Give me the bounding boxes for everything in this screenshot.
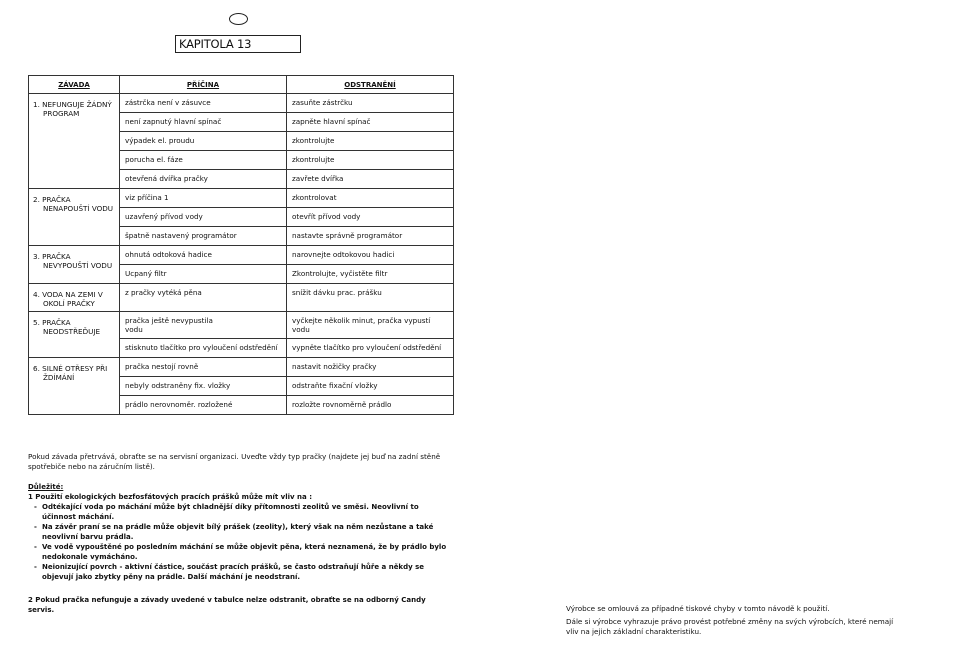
important-section [28, 482, 453, 615]
header-fault: ZÁVADA [29, 76, 120, 94]
footer-line-2: Dále si výrobce vyhrazuje právo provést potřebné změny na svých výrobcích, které nemají vliv na jejich základní charakteristiku. [566, 617, 894, 636]
fault-text-line: NEVYPOUŠTÍ VODU [43, 261, 113, 270]
important-heading: Důležité: [28, 483, 64, 491]
remedy-cell: zapněte hlavní spínač [287, 113, 454, 132]
table-row [29, 94, 454, 113]
cause-cell: porucha el. fáze [120, 151, 287, 170]
table-row [29, 189, 454, 208]
fault-cell [29, 284, 120, 312]
remedy-cell: vyčkejte několik minut, pračka vypustí vodu [287, 312, 454, 339]
cause-cell: z pračky vytéká pěna [120, 284, 287, 312]
cause-cell: prádlo nerovnoměr. rozložené [120, 395, 287, 414]
cause-cell: ohnutá odtoková hadice [120, 246, 287, 265]
remedy-cell: zkontrolujte [287, 132, 454, 151]
fault-cell [29, 246, 120, 284]
remedy-cell: zasuňte zástrčku [287, 94, 454, 113]
table-header-row [29, 76, 454, 94]
fault-text-line: 2. PRAČKA [33, 195, 71, 204]
remedy-cell: rozložte rovnoměrně prádlo [287, 395, 454, 414]
cause-cell: pračka ještě nevypustila vodu [120, 312, 287, 339]
header-cause: PŘÍČINA [120, 76, 287, 94]
cause-cell: Ucpaný filtr [120, 265, 287, 284]
table-body [29, 94, 454, 415]
remedy-cell: odstraňte fixační vložky [287, 376, 454, 395]
cause-cell: není zapnutý hlavní spínač [120, 113, 287, 132]
fault-text-line: 1. NEFUNGUJE ŽÁDNÝ [33, 100, 112, 109]
fault-cell [29, 189, 120, 246]
fault-text-line: 5. PRAČKA [33, 318, 71, 327]
remedy-cell: otevřít přívod vody [287, 208, 454, 227]
cause-cell: otevřená dvířka pračky [120, 170, 287, 189]
important-point-1: 1 Použití ekologických bezfosfátových pracích prášků může mít vliv na : [28, 493, 312, 501]
cause-cell: špatně nastavený programátor [120, 227, 287, 246]
list-item: - Neionizující povrch - aktivní částice, součást pracích prášků, se často odstraňují hůře a někdy se objevují jako zbytky pěny na prádle. Další máchání je neodstraní. [34, 563, 425, 581]
manufacturer-footer [566, 604, 896, 640]
bullet-text: Odtékající voda po máchání může být chladnější díky přítomnosti zeolitů ve směsi. Neovlivní to účinnost máchání. [42, 503, 419, 521]
table-row [29, 246, 454, 265]
fault-text-line: 6. SILNÉ OTŘESY PŘI [33, 363, 108, 373]
fault-text-line: 3. PRAČKA [33, 252, 71, 261]
important-point-2: 2 Pokud pračka nefunguje a závady uvedené v tabulce nelze odstranit, obraťte se na odborný Candy servis. [28, 596, 426, 614]
cause-cell: pračka nestojí rovně [120, 357, 287, 376]
cause-cell: zástrčka není v zásuvce [120, 94, 287, 113]
list-item: - Odtékající voda po máchání může být chladnější díky přítomnosti zeolitů ve směsi. Neovlivní to účinnost máchání. [34, 503, 419, 521]
remedy-cell: nastavit nožičky pračky [287, 357, 454, 376]
remedy-cell: narovnejte odtokovou hadici [287, 246, 454, 265]
bullet-text: Na závěr praní se na prádle může objevit bílý prášek (zeolity), který však na něm nezůstane a také neovlivní barvu prádla. [42, 523, 434, 541]
remedy-cell: zavřete dvířka [287, 170, 454, 189]
fault-text-line: ŽDÍMÁNÍ [43, 372, 75, 382]
list-item: - Ve vodě vypouštěné po posledním máchání se může objevit pěna, která neznamená, že by prádlo bylo nedokonale vymácháno. [34, 543, 447, 561]
fault-text-line: NENAPOUŠTÍ VODU [43, 204, 114, 213]
fault-text-line: 4. VODA NA ZEMI V [33, 290, 103, 299]
list-item: - Na závěr praní se na prádle může objevit bílý prášek (zeolity), který však na něm nezůstane a také neovlivní barvu prádla. [34, 523, 434, 541]
header-remedy: ODSTRANĚNÍ [287, 76, 454, 94]
chapter-title: KAPITOLA 13 [175, 35, 301, 53]
bullet-text: Ve vodě vypouštěné po posledním máchání se může objevit pěna, která neznamená, že by prádlo bylo nedokonale vymácháno. [42, 543, 447, 561]
remedy-cell: Zkontrolujte, vyčistěte filtr [287, 265, 454, 284]
cause-cell: nebyly odstraněny fix. vložky [120, 376, 287, 395]
fault-cell [29, 312, 120, 358]
remedy-cell: snížit dávku prac. prášku [287, 284, 454, 312]
fault-cell [29, 357, 120, 414]
fault-text-line: PROGRAM [43, 109, 80, 118]
important-bullet-list [28, 502, 453, 582]
cause-cell: viz příčina 1 [120, 189, 287, 208]
table-row [29, 312, 454, 339]
fault-cell [29, 94, 120, 189]
cause-cell: stisknuto tlačítko pro vyloučení odstředění [120, 338, 287, 357]
table-row [29, 284, 454, 312]
remedy-cell: nastavte správně programátor [287, 227, 454, 246]
fault-text-line: OKOLÍ PRAČKY [43, 299, 95, 308]
remedy-cell: zkontrolovat [287, 189, 454, 208]
footer-line-1: Výrobce se omlouvá za případné tiskové chyby v tomto návodě k použití. [566, 604, 830, 613]
service-note: Pokud závada přetrvává, obraťte se na servisní organizaci. Uveďte vždy typ pračky (najdete jej buď na zadní stěně spotřebiče nebo na záručním listě). [28, 452, 441, 471]
cause-cell: uzavřený přívod vody [120, 208, 287, 227]
troubleshooting-table [28, 75, 454, 415]
bullet-text: Neionizující povrch - aktivní částice, součást pracích prášků, se často odstraňují hůře a někdy se objevují jako zbytky pěny na prádle. Další máchání je neodstraní. [42, 563, 425, 581]
remedy-cell: vypněte tlačítko pro vyloučení odstředění [287, 338, 454, 357]
table-row [29, 357, 454, 376]
language-indicator-oval [229, 13, 248, 25]
cause-cell: výpadek el. proudu [120, 132, 287, 151]
remedy-cell: zkontrolujte [287, 151, 454, 170]
fault-text-line: NEODSTŘEĎUJE [43, 327, 101, 336]
